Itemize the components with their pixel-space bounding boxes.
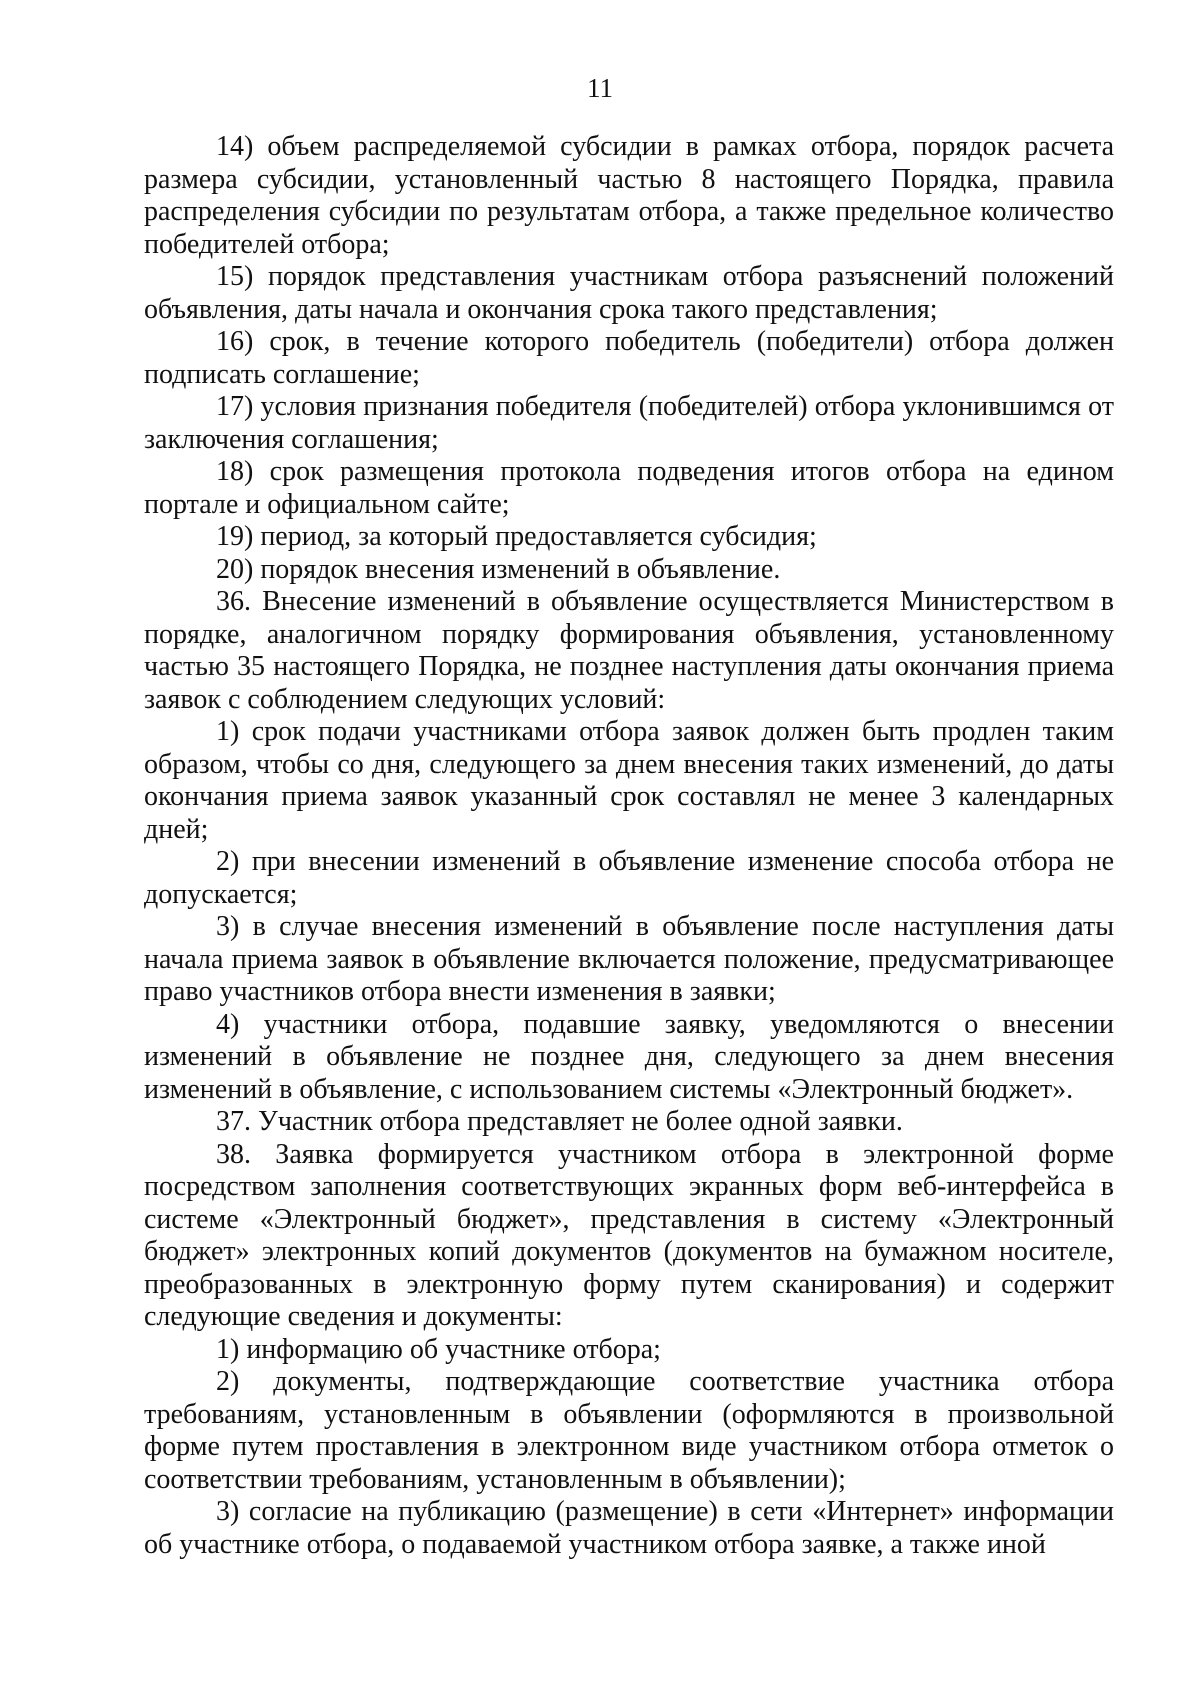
document-body — [144, 131, 1114, 1561]
paragraph-16: 16) срок, в течение которого победитель (победители) отбора должен подписать соглашение; — [144, 326, 1114, 390]
section-36: 36. Внесение изменений в объявление осуществляется Министерством в порядке, аналогичном порядку формирования объявления, установленному частью 35 настоящего Порядка, не позднее наступления даты окончания приема заявок с соблюдением следующих условий: — [144, 586, 1114, 715]
section-38: 38. Заявка формируется участником отбора в электронной форме посредством заполнения соответствующих экранных форм веб-интерфейса в системе «Электронный бюджет», представления в систему «Электронный бюджет» электронных копий документов (документов на бумажном носителе, преобразованных в электронную форму путем сканирования) и содержит следующие сведения и документы: — [144, 1138, 1114, 1332]
section-37: 37. Участник отбора представляет не более одной заявки. — [216, 1106, 903, 1137]
paragraph-17: 17) условия признания победителя (победителей) отбора уклонившимся от заключения соглашения; — [144, 391, 1114, 455]
paragraph-18: 18) срок размещения протокола подведения итогов отбора на едином портале и официальном сайте; — [144, 456, 1114, 520]
section-36-item-3: 3) в случае внесения изменений в объявление после наступления даты начала приема заявок в объявление включается положение, предусматривающее право участников отбора внести изменения в заявки; — [144, 911, 1114, 1007]
section-38-item-2: 2) документы, подтверждающие соответствие участника отбора требованиям, установленным в объявлении (оформляются в произвольной форме путем проставления в электронном виде участником отбора отметок о соответствии требованиям, установленным в объявлении); — [144, 1366, 1114, 1495]
section-36-item-1: 1) срок подачи участниками отбора заявок должен быть продлен таким образом, чтобы со дня, следующего за днем внесения таких изменений, до даты окончания приема заявок указанный срок составлял не менее 3 календарных дней; — [144, 716, 1114, 845]
paragraph-15: 15) порядок представления участникам отбора разъяснений положений объявления, даты начала и окончания срока такого представления; — [144, 261, 1114, 325]
section-38-item-3: 3) согласие на публикацию (размещение) в сети «Интернет» информации об участнике отбора, о подаваемой участником отбора заявке, а также иной — [144, 1496, 1114, 1560]
paragraph-14: 14) объем распределяемой субсидии в рамках отбора, порядок расчета размера субсидии, установленный частью 8 настоящего Порядка, правила распределения субсидии по результатам отбора, а также предельное количество победителей отбора; — [144, 131, 1114, 260]
page-number: 11 — [587, 73, 613, 103]
section-36-item-2: 2) при внесении изменений в объявление изменение способа отбора не допускается; — [144, 846, 1114, 910]
section-36-item-4: 4) участники отбора, подавшие заявку, уведомляются о внесении изменений в объявление не позднее дня, следующего за днем внесения изменений в объявление, с использованием системы «Электронный бюджет». — [144, 1008, 1114, 1105]
paragraph-20: 20) порядок внесения изменений в объявление. — [216, 553, 781, 585]
paragraph-19: 19) период, за который предоставляется субсидия; — [216, 521, 817, 552]
section-38-item-1: 1) информацию об участнике отбора; — [216, 1333, 661, 1365]
